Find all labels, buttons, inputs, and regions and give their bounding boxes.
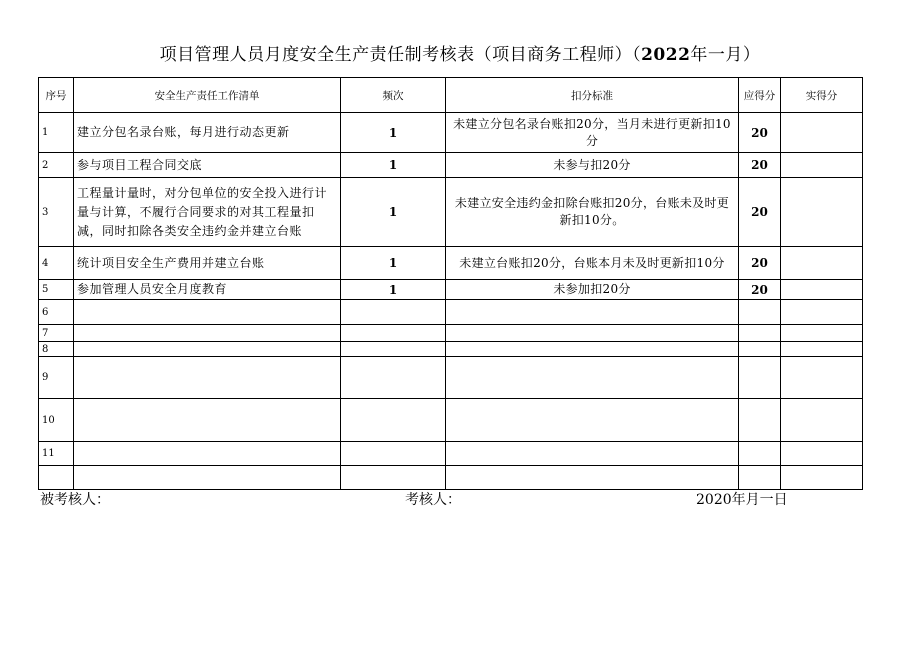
cell-actual (781, 342, 863, 357)
cell-actual (781, 466, 863, 490)
cell-score: 20 (739, 113, 781, 153)
cell-score (739, 342, 781, 357)
cell-freq (341, 442, 446, 466)
table-row (39, 153, 863, 178)
cell-task: 统计项目安全生产费用并建立台账 (74, 247, 341, 280)
header-score: 应得分 (739, 78, 781, 113)
cell-actual (781, 247, 863, 280)
cell-standard (446, 300, 739, 325)
table-row (39, 113, 863, 153)
cell-standard: 未建立台账扣20分，台账本月未及时更新扣10分 (446, 247, 739, 280)
table-row (39, 280, 863, 300)
cell-task (74, 325, 341, 342)
cell-actual (781, 325, 863, 342)
cell-task: 建立分包名录台账，每月进行动态更新 (74, 113, 341, 153)
table-row (39, 325, 863, 342)
header-actual: 实得分 (781, 78, 863, 113)
cell-task (74, 466, 341, 490)
cell-score (739, 357, 781, 399)
title-suffix: 年一月） (690, 45, 761, 65)
cell-score: 20 (739, 247, 781, 280)
cell-no: 9 (39, 357, 74, 399)
cell-actual (781, 442, 863, 466)
table-row (39, 442, 863, 466)
cell-score: 20 (739, 178, 781, 247)
title-year: 2022 (641, 45, 691, 65)
table-row (39, 466, 863, 490)
footer-date: 2020年月一日 (696, 492, 788, 508)
cell-standard: 未参与扣20分 (446, 153, 739, 178)
cell-standard (446, 466, 739, 490)
cell-standard (446, 325, 739, 342)
cell-no: 1 (39, 113, 74, 153)
cell-standard (446, 442, 739, 466)
assessment-table (38, 77, 863, 490)
cell-freq: 1 (341, 113, 446, 153)
cell-actual (781, 357, 863, 399)
cell-no: 10 (39, 399, 74, 442)
cell-freq: 1 (341, 247, 446, 280)
cell-no: 4 (39, 247, 74, 280)
cell-score (739, 466, 781, 490)
cell-task (74, 357, 341, 399)
cell-score (739, 399, 781, 442)
cell-actual (781, 153, 863, 178)
cell-score: 20 (739, 153, 781, 178)
cell-no: 2 (39, 153, 74, 178)
cell-freq (341, 342, 446, 357)
cell-task: 工程量计量时，对分包单位的安全投入进行计量与计算，不履行合同要求的对其工程量扣减，同时扣除各类安全违约金并建立台账 (74, 178, 341, 247)
cell-actual (781, 113, 863, 153)
cell-standard: 未建立分包名录台账扣20分，当月未进行更新扣10分 (446, 113, 739, 153)
cell-standard: 未参加扣20分 (446, 280, 739, 300)
header-task: 安全生产责任工作清单 (74, 78, 341, 113)
cell-standard: 未建立安全违约金扣除台账扣20分，台账未及时更新扣10分。 (446, 178, 739, 247)
page-title (0, 44, 920, 66)
cell-no (39, 466, 74, 490)
cell-freq: 1 (341, 280, 446, 300)
title-main: 项目管理人员月度安全生产责任制考核表（项目商务工程师）（ (159, 45, 642, 65)
table-row (39, 342, 863, 357)
cell-standard (446, 357, 739, 399)
cell-score (739, 300, 781, 325)
header-row (39, 78, 863, 113)
cell-task (74, 399, 341, 442)
footer-examiner: 考核人： (405, 492, 461, 508)
cell-actual (781, 300, 863, 325)
cell-no: 5 (39, 280, 74, 300)
cell-no: 6 (39, 300, 74, 325)
header-standard: 扣分标准 (446, 78, 739, 113)
cell-freq (341, 300, 446, 325)
table-row (39, 300, 863, 325)
cell-no: 11 (39, 442, 74, 466)
header-no: 序号 (39, 78, 74, 113)
cell-score (739, 442, 781, 466)
cell-no: 8 (39, 342, 74, 357)
cell-task: 参与项目工程合同交底 (74, 153, 341, 178)
footer-examinee: 被考核人： (40, 492, 110, 508)
cell-actual (781, 178, 863, 247)
cell-standard (446, 342, 739, 357)
cell-freq (341, 325, 446, 342)
cell-no: 3 (39, 178, 74, 247)
cell-task (74, 342, 341, 357)
cell-standard (446, 399, 739, 442)
cell-freq (341, 399, 446, 442)
cell-freq: 1 (341, 153, 446, 178)
cell-actual (781, 280, 863, 300)
header-freq: 频次 (341, 78, 446, 113)
cell-score: 20 (739, 280, 781, 300)
table-row (39, 247, 863, 280)
cell-task: 参加管理人员安全月度教育 (74, 280, 341, 300)
cell-score (739, 325, 781, 342)
cell-freq: 1 (341, 178, 446, 247)
cell-no: 7 (39, 325, 74, 342)
table-row (39, 178, 863, 247)
table-row (39, 399, 863, 442)
cell-freq (341, 466, 446, 490)
cell-task (74, 442, 341, 466)
cell-actual (781, 399, 863, 442)
cell-task (74, 300, 341, 325)
cell-freq (341, 357, 446, 399)
table-row (39, 357, 863, 399)
